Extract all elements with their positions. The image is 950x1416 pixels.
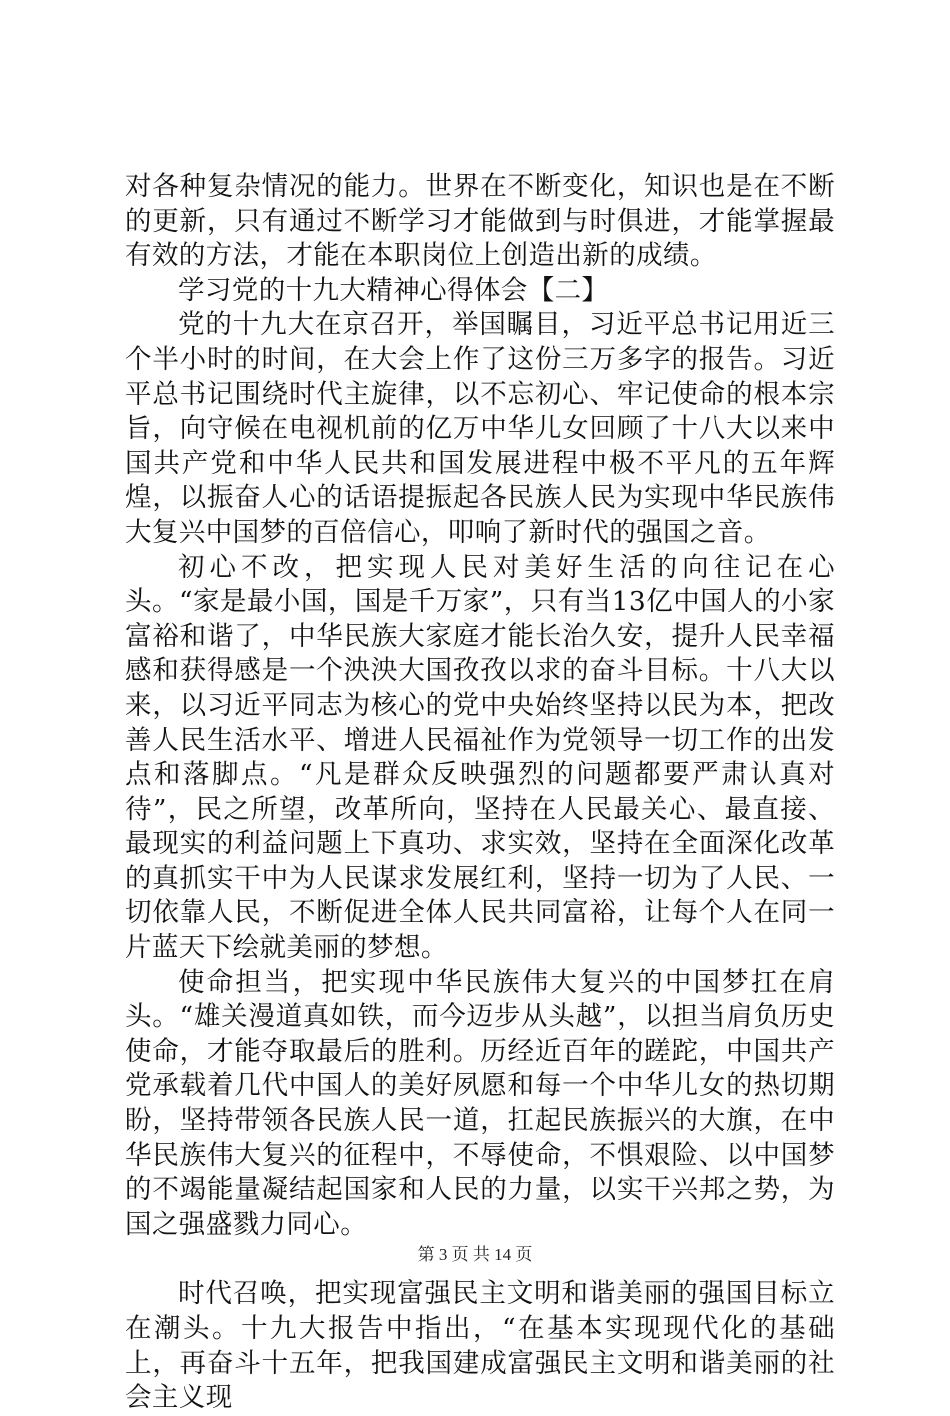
paragraph-era-call: 时代召唤，把实现富强民主文明和谐美丽的强国目标立在潮头。十九大报告中指出，“在基本实现现代化的基础上，再奋斗十五年，把我国建成富强民主文明和谐美丽的社会主义现 bbox=[125, 1278, 835, 1414]
paragraph-original-aspiration: 初心不改，把实现人民对美好生活的向往记在心头。“家是最小国，国是千万家”，只有当13亿中国人的小家富裕和谐了，中华民族大家庭才能长治久安，提升人民幸福感和获得感是一个泱泱大国孜孜以求的奋斗目标。十八大以来，以习近平同志为核心的党中央始终坚持以民为本，把改善人民生活水平、增进人民福祉作为党领导一切工作的出发点和落脚点。“凡是群众反映强烈的问题都要严肃认真对待”，民之所望，改革所向，坚持在人民最关心、最直接、最现实的利益问题上下真功、求实效，坚持在全面深化改革的真抓实干中为人民谋求发展红利，坚持一切为了人民、一切依靠人民，不断促进全体人民共同富裕，让每个人在同一片蓝天下绘就美丽的梦想。 bbox=[125, 551, 835, 964]
paragraph-intro: 党的十九大在京召开，举国瞩目，习近平总书记用近三个半小时的时间，在大会上作了这份三万多字的报告。习近平总书记围绕时代主旋律，以不忘初心、牢记使命的根本宗旨，向守候在电视机前的亿万中华儿女回顾了十八大以来中国共产党和中华人民共和国发展进程中极不平凡的五年辉煌，以振奋人心的话语提振起各民族人民为实现中华民族伟大复兴中国梦的百倍信心，叩响了新时代的强国之音。 bbox=[125, 309, 835, 548]
paragraph-continuation: 对各种复杂情况的能力。世界在不断变化，知识也是在不断的更新，只有通过不断学习才能做到与时俱进，才能掌握最有效的方法，才能在本职岗位上创造出新的成绩。 bbox=[125, 171, 835, 272]
document-body bbox=[125, 170, 835, 1416]
paragraph-mission: 使命担当，把实现中华民族伟大复兴的中国梦扛在肩头。“雄关漫道真如铁，而今迈步从头越”，以担当肩负历史使命，才能夺取最后的胜利。历经近百年的蹉跎，中国共产党承载着几代中国人的美好夙愿和每一个中华儿女的热切期盼，坚持带领各民族人民一道，扛起民族振兴的大旗，在中华民族伟大复兴的征程中，不辱使命，不惧艰险、以中国梦的不竭能量凝结起国家和人民的力量，以实干兴邦之势，为国之强盛戮力同心。 bbox=[125, 966, 835, 1240]
section-heading: 学习党的十九大精神心得体会【二】 bbox=[178, 274, 609, 306]
page-footer: 第 3 页 共 14 页 bbox=[417, 1245, 533, 1264]
